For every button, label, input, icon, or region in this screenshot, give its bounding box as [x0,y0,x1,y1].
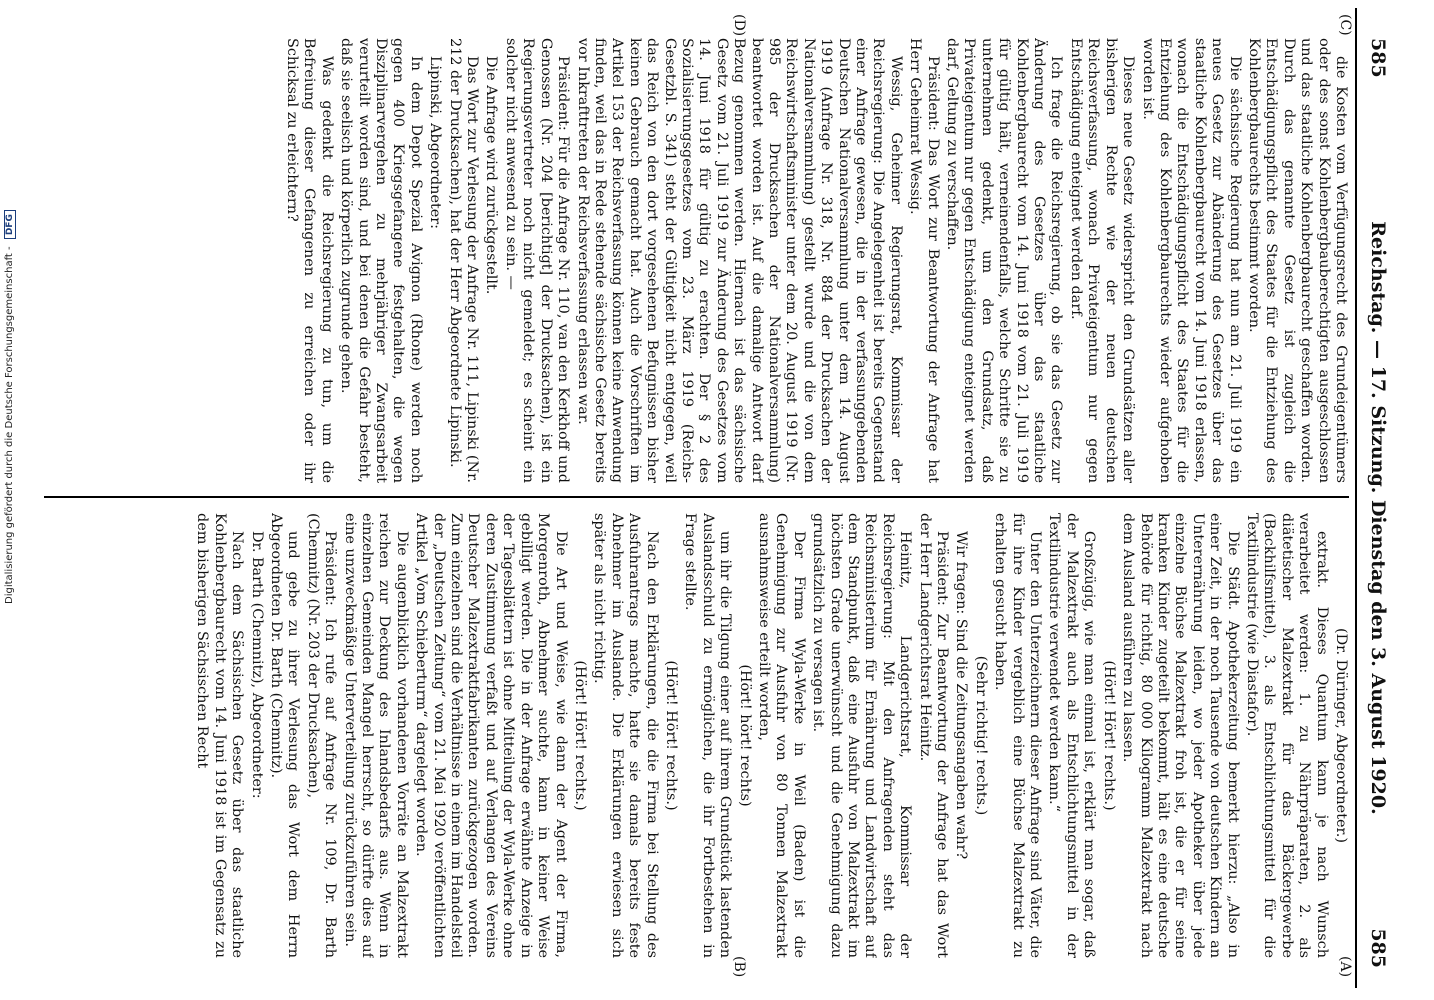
paragraph: (Hört! Hört! rechts.) [1100,660,1117,811]
paragraph: (Dr. Düringer, Abgeordneter.) [1333,628,1349,843]
digitization-credit [4,214,16,604]
paragraph: Ich frage die Reichsregierung, ob sie das Gesetz zur Änderung des Gesetzes über das staatliche Kohlenbergbaurecht vom 14. Juni 1918 vom 21. Juli 1919 für gültig hält, verneinendenfalls, welche Schritte sie zu unternehmen gedenkt, um den Grundsatz, daß Privateigentum nur gegen Entschädigung enteignet werden darf, Geltung zu verschaffen. [944,38,1065,483]
paragraph: Was gedenkt die Reichsregierung zu tun, um die Befreiung dieser Gefangenen zu erreichen oder ihr Schicksal zu erleichtern? [284,38,335,483]
dfg-logo: DFG [4,210,16,239]
paragraph: Lipinski, Abgeordneter: [427,56,444,229]
paragraph: extrakt. Dieses Quantum kann je nach Wunsch verarbeitet werden: 1. zu Nährpräparaten, 2. als diätetischer Malzextrakt für das Bäckergewerbe (Backhilfsmittel), 3. als Entschlichtungsmittel für die Textilindustrie (wie Diastafor). [1243,513,1330,958]
left-text-column [47,38,1349,483]
paragraph: Großzügig, wie man einmal ist, erklärt man sogar, daß der Malzextrakt auch als Entschlichtungsmittel in der Textilindustrie verwendet werden kann.“ [1046,513,1098,958]
margin-marker-a: (A) [1337,956,1353,978]
margin-marker-b: (B) [731,956,747,978]
paragraph: In dem Depot Spezial Avignon (Rhone) werden noch gegen 400 Kriegsgefangene festgehalten, die wegen Disziplinarvergehen zu mehrjähriger Zwangsarbeit verurteilt worden sind, und bei denen die Gefahr besteht, daß sie seelisch und körperlich zugrunde gehen. [338,38,424,483]
paragraph: (Hört! Hört! rechts.) [662,660,679,811]
right-text-column [47,513,1349,958]
page-number-right: 585 [1367,928,1389,968]
running-title: Reichstag. — 17. Sitzung. Dienstag den 3. August 1920. [1367,221,1389,815]
paragraph: (Hört! Hört! rechts.) [571,660,588,811]
paragraph: Wessig, Geheimer Regierungsrat, Kommissar der Reichsregierung: Die Angelegenheit ist bereits Gegenstand einer Anfrage gewesen, die in der verfassunggebenden Deutschen Nationalversammlung unter dem 14. August 1919 (Anfrage Nr. 318, Nr. 884 der Drucksachen der Nationalversammlung) gestellt wurde und die von dem Reichswirtschaftsminister unter dem 20. August 1919 (Nr. 985 der Drucksachen der Nationalversammlung) beantwortet worden ist. Auf die damalige Antwort darf Bezug genommen werden. Hiernach ist das sächsische Gesetz vom 21. Juli 1919 zur Änderung des Gesetzes vom 14. Juni 1918 für gültig zu erachten. Der § 2 des Sozialisierungsgesetzes vom 23. März 1919 (Reichs-Gesetzbl. S. 341) steht der Gültigkeit nicht entgegen, weil das Reich von den dort vorgesehenen Befugnissen bisher keinen Gebrauch gemacht hat. Auch die Vorschriften im Artikel 153 der Reichsverfassung können keine Anwendung finden, weil das in Rede stehende sächsische Gesetz bereits vor Inkrafttreten der Reichsverfassung erlassen war. [574,38,904,483]
paragraph: Nach dem Sächsischen Gesetz über das staatliche Kohlenbergbaurecht vom 14. Juni 1918 ist im Gegensatz zu dem bisherigen Sächsischen Recht [194,513,246,958]
margin-marker-d: (D) [731,14,747,37]
paragraph: Das Wort zur Verlesung der Anfrage Nr. 111, Lipinski (Nr. 212 der Drucksachen), hat der Herr Abgeordnete Lipinski. [446,38,481,483]
page-number-left: 585 [1367,38,1389,78]
paragraph: Die Anfrage wird zurückgestellt. [483,56,500,295]
paragraph: (Hört! hört! rechts) [736,664,753,807]
paragraph: (Sehr richtig! rechts.) [972,655,989,816]
paragraph: Nach den Erklärungen, die die Firma bei Stellung des Ausfuhrantrags machte, hatte sie damals bereits feste Abnehmer im Auslande. Die Erklärungen erwiesen sich später als nicht richtig. [591,513,660,958]
paragraph: und gebe zu ihrer Verlesung das Wort dem Herrn Abgeordneten Dr. Barth (Chemnitz). [268,513,302,958]
paragraph: Unter den Unterzeichnern dieser Anfrage sind Väter, die für ihre Kinder vergeblich eine Büchse Malzextrakt zu erhalten gesucht haben. [992,513,1044,958]
column-divider [44,496,1349,498]
paragraph: Präsident: Für die Anfrage Nr. 110, van den Kerkhoff und Genossen (Nr. 204 [berichtigt] der Drucksachen), ist ein Regierungsvertreter noch nicht gemeldet; es scheint ein solcher nicht anwesend zu sein. — [502,38,572,483]
paragraph: Der Firma Wyla-Werke in Weil (Baden) ist die Genehmigung zur Ausfuhr von 80 Tonnen Malzextrakt ausnahmsweise erteilt worden, [756,513,807,958]
paragraph: Die sächsische Regierung hat nun am 21. Juli 1919 ein neues Gesetz zur Abänderung des Gesetzes über das staatliche Kohlenbergbaurecht vom 14. Juni 1918 erlassen, wonach die Entschädigungspflicht des Staates für die Entziehung des Kohlenbergbaurechts wieder aufgehoben worden ist. [1139,38,1243,483]
paragraph: um ihr die Tilgung einer auf ihrem Grundstück lastenden Auslandsschuld zu ermöglichen, die ihr Fortbestehen in Frage stellte. [682,513,734,958]
rotated-document-page [37,8,1397,988]
paragraph: Heinitz, Landgerichtsrat, Kommissar der Reichsregierung: Mit den Anfragenden steht das Reichsministerium für Ernährung und Landwirtschaft auf dem Standpunkt, daß eine Ausfuhr von Malzextrakt im höchsten Grade unerwünscht und die Genehmigung dazu grundsätzlich zu versagen ist. [810,513,914,958]
paragraph: Dieses neue Gesetz widerspricht den Grundsätzen aller bisherigen Rechte wie der neuen deutschen Reichsverfassung, wonach Privateigentum nur gegen Entschädigung enteignet werden darf. [1067,38,1137,483]
paragraph: Die Art und Weise, wie dann der Agent der Firma, Morgenroth, Abnehmer suchte, kann in keiner Weise gebilligt werden. Die in der Anfrage erwähnte Anzeige in der Tagesblättern ist ohne Mitteilung der Wyla-Werke ohne deren Zustimmung verfaßt und auf Verlangen des Vereins Deutscher Malzextraktfabrikanten zurückgezogen worden. Zum einzelnen sind die Verhältnisse in einem im Handelsteil der „Deutschen Zeitung“ vom 21. Mai 1920 veröffentlichten Artikel „Vom Schieberturm“ dargelegt worden. [413,513,569,958]
paragraph: Dr. Barth (Chemnitz), Abgeordneter: [248,531,265,799]
paragraph: Präsident: Ich rufe auf Anfrage Nr. 109, Dr. Barth (Chemnitz) (Nr. 203 der Drucksachen), [304,513,339,958]
margin-marker-c: (C) [1337,14,1353,36]
paragraph: Die Städt. Apothekerzeitung bemerkt hierzu: „Also in einer Zeit, in der noch Tausende von deutschen Kindern an Unterernährung leiden, wo jeder Apotheker über jede einzelne Büchse Malzextrakt froh ist, die er für seine kranken Kinder zugeteilt bekommt, hält es eine deutsche Behörde für richtig, 80 000 Kilogramm Malzextrakt nach dem Ausland ausführen zu lassen. [1120,513,1241,958]
credit-text: Digitalisierung gefördert durch die Deutsche Forschungsgemeinschaft - [4,246,15,604]
paragraph: Wir fragen: Sind die Zeitungsangaben wahr? [953,531,970,860]
paragraph: Die augenblicklich vorhandenen Vorräte an Malzextrakt reichen zur Deckung des Inlandsbedarfs aus. Wenn in einzelnen Gemeinden Mangel herrscht, so dürfte dies auf eine unzweckmäßige Unterverteilung zurückzuführen sein. [341,513,410,958]
page-header [1355,8,1397,988]
paragraph: Präsident: Zur Beantwortung der Anfrage hat das Wort der Herr Landgerichtsrat Heinitz. [916,513,951,958]
paragraph: Präsident: Das Wort zur Beantwortung der Anfrage hat Herr Geheimrat Wessig. [907,38,941,483]
paragraph: die Kosten vom Verfügungsrecht des Grundeigentümers oder des sonst Kohlenbergbauberechtigten ausgeschlossen und das staatliche Kohlenbergbaurecht geschaffen worden. Durch das genannte Gesetz ist zugleich die Entschädigungspflicht des Staates für die Entziehung des Kohlenbergbaurechts bestimmt worden. [1245,38,1349,483]
